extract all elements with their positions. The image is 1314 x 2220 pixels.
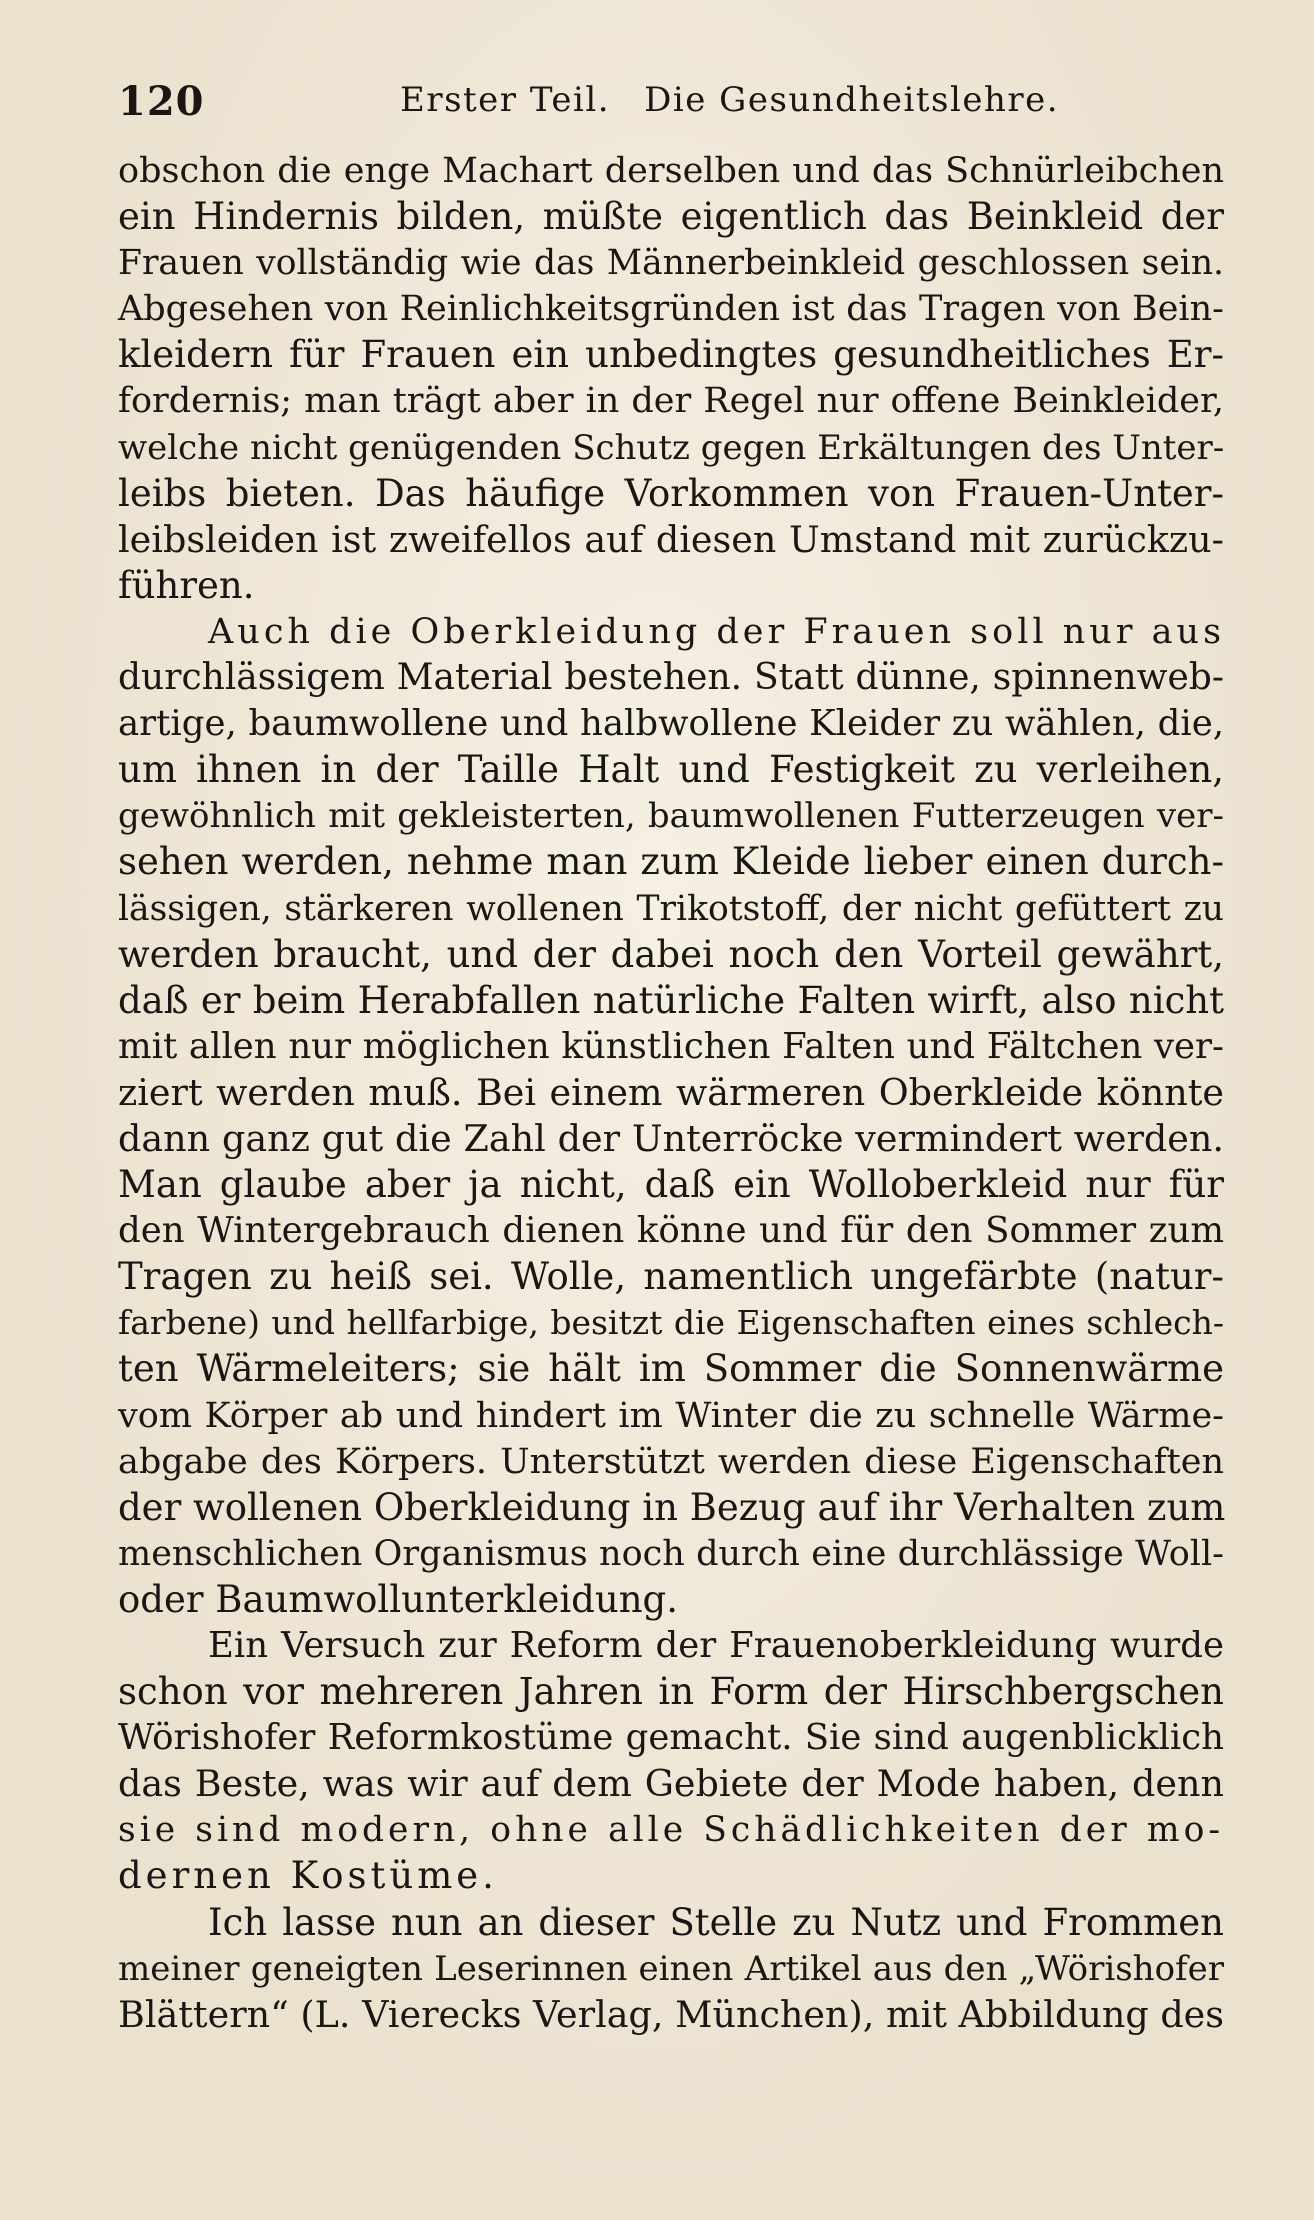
text-line: Frauen vollständig wie das Männerbeinkleid geschlossen sein. (118, 243, 1224, 284)
text-line: fordernis; man trägt aber in der Regel nur offene Beinkleider, (118, 381, 1224, 422)
text-line: ziert werden muß. Bei einem wärmeren Oberkleide könnte (118, 1070, 1224, 1114)
text-line: werden braucht, und der dabei noch den Vorteil gewährt, (118, 932, 1224, 976)
text-line: durchlässigem Material bestehen. Statt dünne, spinnenweb- (118, 657, 1224, 699)
running-head-part: Erster Teil. (400, 80, 611, 120)
text-line: dann ganz gut die Zahl der Unterröcke vermindert werden. (118, 1116, 1224, 1160)
text-line: meiner geneigten Leserinnen einen Artikel aus den „Wörishofer (118, 1948, 1224, 1989)
text-line: um ihnen in der Taille Halt und Festigkeit zu verleihen, (118, 748, 1224, 792)
paragraph-start: Ein Versuch zur Reform der Frauenoberkleidung wurde (208, 1625, 1224, 1666)
text-line: mit allen nur möglichen künstlichen Falten und Fältchen ver- (118, 1025, 1224, 1067)
text-line: Tragen zu heiß sei. Wolle, namentlich ungefärbte (natur- (118, 1255, 1224, 1299)
text-line: das Beste, was wir auf dem Gebiete der Mode haben, denn (118, 1762, 1224, 1806)
text-line: schon vor mehreren Jahren in Form der Hirschbergschen (118, 1670, 1224, 1714)
text-line: führen. (118, 563, 255, 607)
text-line: daß er beim Herabfallen natürliche Falten wirft, also nicht (118, 978, 1224, 1022)
text-line: der wollenen Oberkleidung in Bezug auf ihr Verhalten zum (118, 1485, 1226, 1529)
text-line: welche nicht genügenden Schutz gegen Erkältungen des Unter- (118, 427, 1225, 468)
paragraph-start: Ich lasse nun an dieser Stelle zu Nutz und Frommen (208, 1900, 1224, 1944)
page-number: 120 (118, 78, 205, 125)
paragraph-start: Auch die Oberkleidung der Frauen soll nur aus (208, 611, 1226, 652)
text-line: obschon die enge Machart derselben und das Schnürleibchen (118, 151, 1224, 191)
text-line: sie sind modern, ohne alle Schädlichkeiten der mo- (118, 1810, 1224, 1851)
running-head-chapter: Die Gesundheitslehre. (644, 80, 1060, 120)
running-head (400, 80, 1059, 120)
text-line: vom Körper ab und hindert im Winter die zu schnelle Wärme- (118, 1395, 1224, 1436)
text-line: farbene) und hellfarbige, besitzt die Eigenschaften eines schlech- (118, 1303, 1224, 1343)
text-line: abgabe des Körpers. Unterstützt werden diese Eigenschaften (118, 1441, 1224, 1482)
text-line: ein Hindernis bilden, müßte eigentlich das Beinkleid der (118, 195, 1224, 239)
text-line: Blättern“ (L. Vierecks Verlag, München), mit Abbildung des (118, 1992, 1225, 2036)
text-line: kleidern für Frauen ein unbedingtes gesundheitliches Er- (118, 333, 1224, 377)
body-text (118, 148, 1224, 2038)
text-line: leibs bieten. Das häufige Vorkommen von Frauen-Unter- (118, 471, 1224, 515)
text-line: Abgesehen von Reinlichkeitsgründen ist das Tragen von Bein- (118, 289, 1224, 330)
text-line: ten Wärmeleiters; sie hält im Sommer die Sonnenwärme (118, 1347, 1224, 1391)
text-line: Wörishofer Reformkostüme gemacht. Sie sind augenblicklich (118, 1717, 1224, 1759)
text-line: leibsleiden ist zweifellos auf diesen Umstand mit zurückzu- (118, 517, 1224, 561)
text-line: menschlichen Organismus noch durch eine durchlässige Woll- (118, 1533, 1224, 1574)
text-line: artige, baumwollene und halbwollene Kleider zu wählen, die, (118, 703, 1224, 745)
text-line: sehen werden, nehme man zum Kleide lieber einen durch- (118, 840, 1224, 884)
text-line: lässigen, stärkeren wollenen Trikotstoff, der nicht gefüttert zu (118, 888, 1224, 929)
text-line: Man glaube aber ja nicht, daß ein Wolloberkleid nur für (118, 1163, 1224, 1207)
page-header (118, 70, 1228, 130)
text-line: den Wintergebrauch dienen könne und für den Sommer zum (118, 1210, 1224, 1252)
text-line: oder Baumwollunterkleidung. (118, 1577, 678, 1621)
text-line: gewöhnlich mit gekleisterten, baumwollenen Futterzeugen ver- (118, 796, 1224, 837)
text-line: dernen Kostüme. (118, 1854, 498, 1898)
